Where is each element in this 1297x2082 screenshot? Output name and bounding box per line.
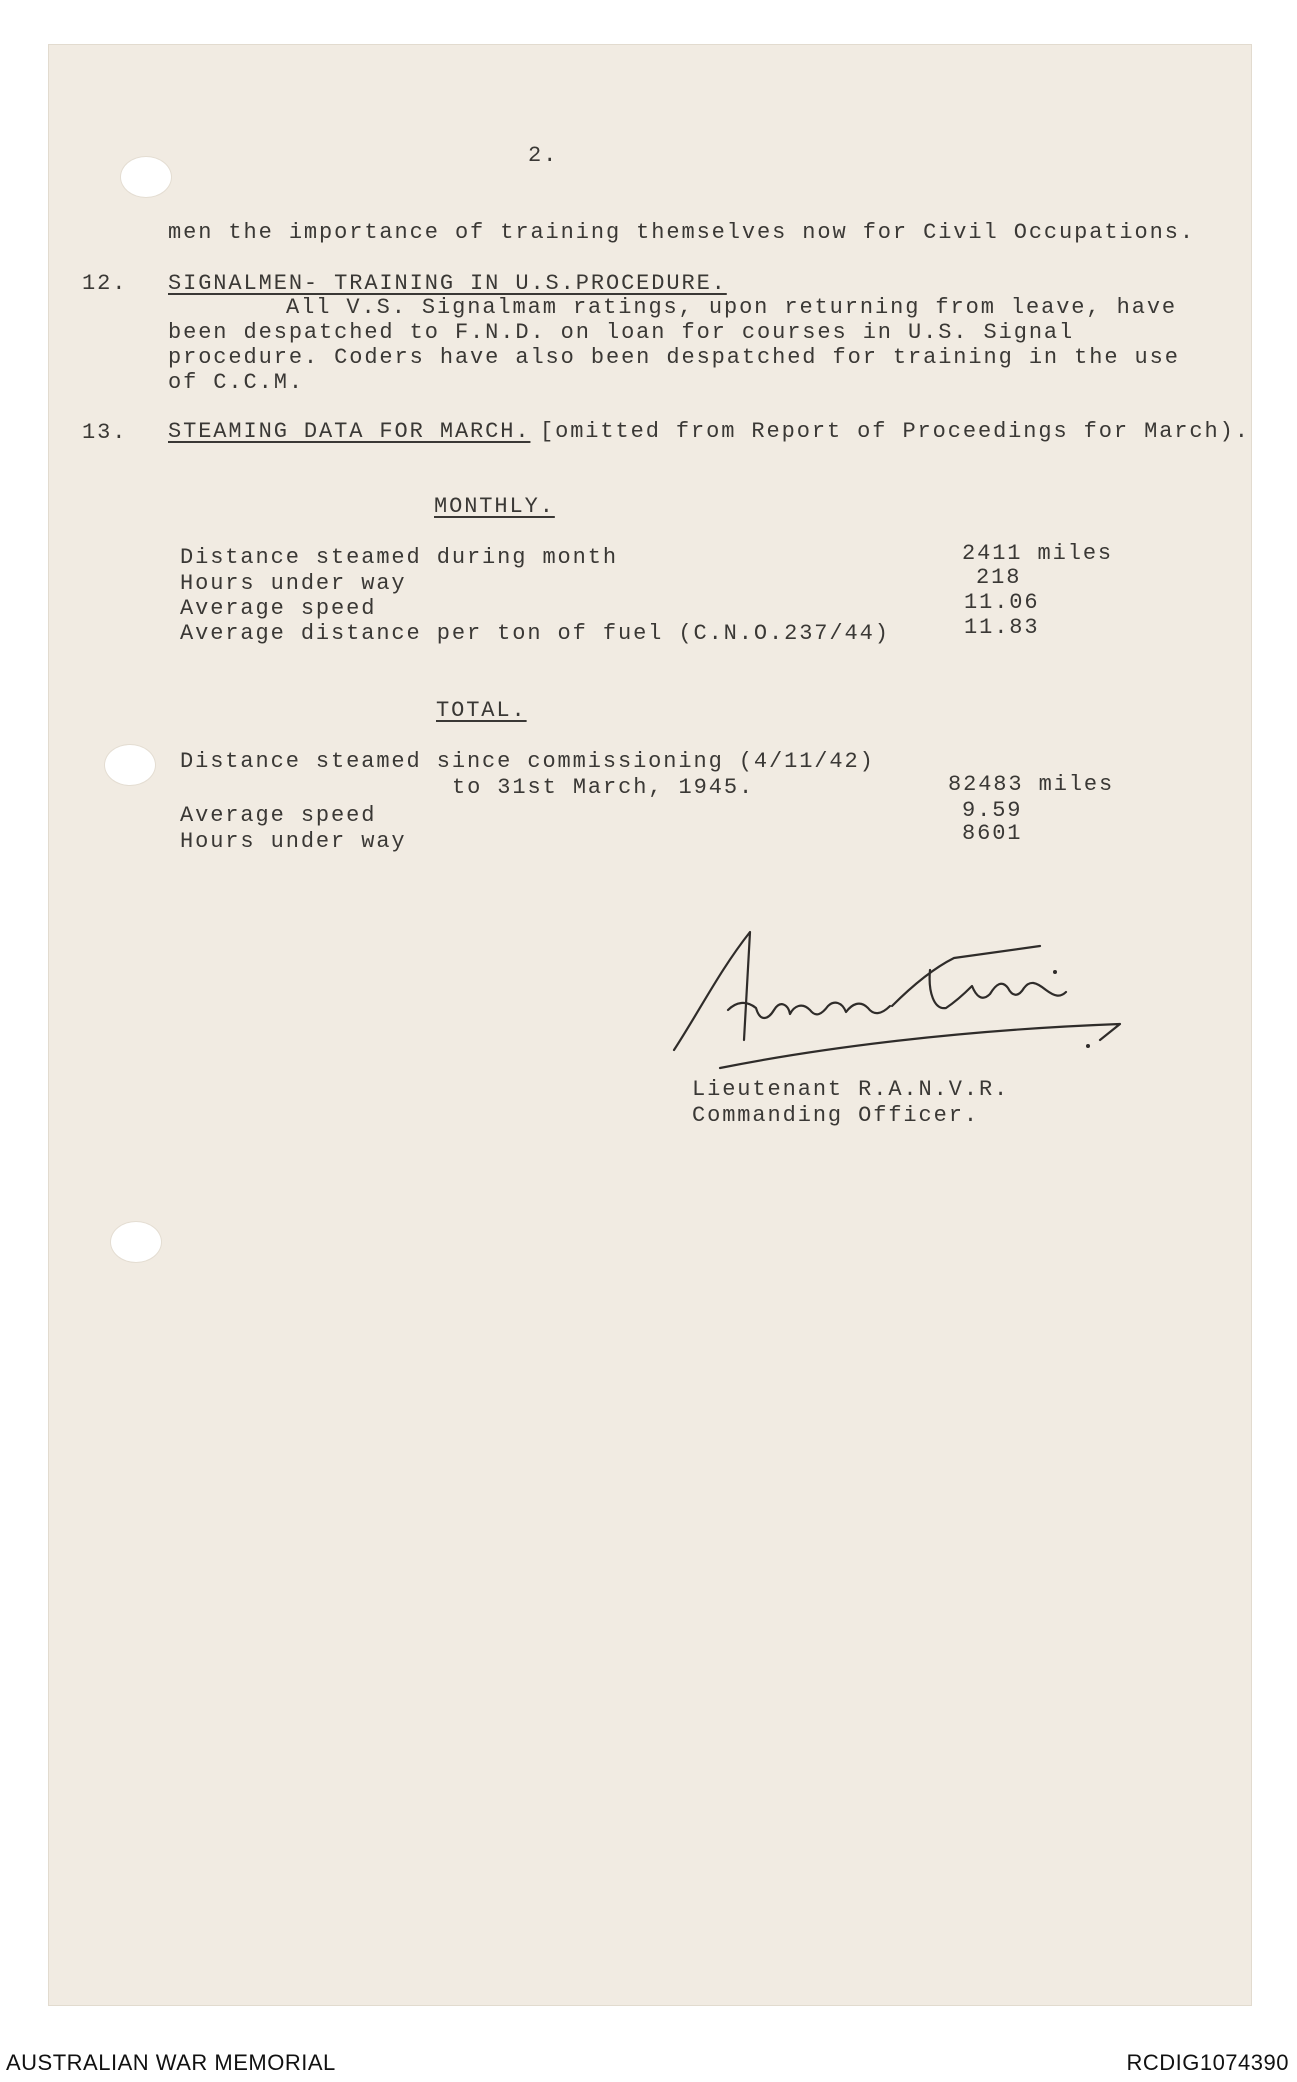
data-row-label: Average speed — [180, 803, 377, 828]
data-row-value: 218 — [976, 565, 1022, 590]
section-body-line: of C.C.M. — [168, 370, 304, 395]
section-note: [omitted from Report of Proceedings for March). — [540, 419, 1250, 444]
signatory-role: Commanding Officer. — [692, 1103, 979, 1128]
continuation-line: men the importance of training themselves now for Civil Occupations. — [168, 220, 1195, 245]
data-row-value: 9.59 — [962, 798, 1023, 823]
section-body-line: procedure. Coders have also been despatched for training in the use — [168, 345, 1180, 370]
punch-hole — [110, 1221, 162, 1263]
page-number: 2. — [528, 143, 559, 168]
data-row-label: Distance steamed during month — [180, 545, 618, 570]
footer-archive-name: AUSTRALIAN WAR MEMORIAL — [6, 2050, 336, 2075]
data-row-label: Hours under way — [180, 571, 407, 596]
data-row-value: 2411 miles — [962, 541, 1114, 566]
total-distance-label: to 31st March, 1945. — [452, 775, 755, 800]
section-number: 13. — [82, 420, 128, 445]
data-row-label: Average speed — [180, 596, 377, 621]
section-body-line: been despatched to F.N.D. on loan for courses in U.S. Signal — [168, 320, 1075, 345]
punch-hole — [120, 156, 172, 198]
total-distance-label: Distance steamed since commissioning (4/11/42) — [180, 749, 875, 774]
data-row-value: 8601 — [962, 821, 1023, 846]
data-row-value: 11.83 — [964, 615, 1040, 640]
section-number: 12. — [82, 271, 128, 296]
section-heading: SIGNALMEN- TRAINING IN U.S.PROCEDURE. — [168, 271, 727, 296]
section-heading: STEAMING DATA FOR MARCH. — [168, 419, 531, 444]
data-row-label: Average distance per ton of fuel (C.N.O.237/44) — [180, 621, 890, 646]
total-heading: TOTAL. — [436, 698, 527, 723]
signature — [660, 930, 1140, 1090]
footer-item-id: RCDIG1074390 — [1126, 2050, 1289, 2075]
monthly-heading: MONTHLY. — [434, 494, 555, 519]
data-row-value: 11.06 — [964, 590, 1040, 615]
punch-hole — [104, 744, 156, 786]
signatory-rank: Lieutenant R.A.N.V.R. — [692, 1077, 1010, 1102]
total-distance-value: 82483 miles — [948, 772, 1115, 797]
data-row-label: Hours under way — [180, 829, 407, 854]
section-body-line: All V.S. Signalmam ratings, upon returning from leave, have — [286, 295, 1178, 320]
